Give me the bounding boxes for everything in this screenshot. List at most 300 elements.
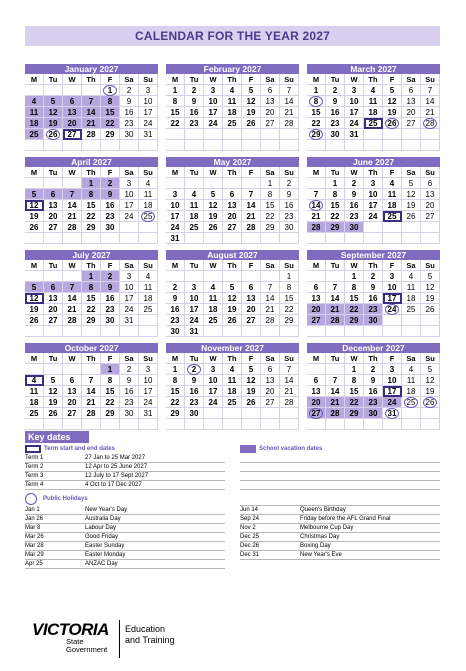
day-cell: 14 [82,386,101,397]
key-row: Term 1 27 Jan to 25 Mar 2027 [25,454,225,463]
day-cell: 15 [345,293,364,304]
day-cell: 26 [402,211,421,222]
day-cell: 27 [421,211,440,222]
day-cell: 19 [44,397,63,408]
weekday-label: Th [364,167,383,178]
day-cell: 8 [307,96,326,107]
key-row: Nov 2 Melbourne Cup Day [240,524,440,533]
empty-cell [223,140,242,151]
empty-cell [280,233,299,244]
day-cell: 17 [345,107,364,118]
empty-cell [185,271,204,282]
day-cell: 12 [44,386,63,397]
day-cell: 18 [223,386,242,397]
empty-cell [166,178,185,189]
weekday-label: Tu [185,353,204,364]
day-cell: 19 [421,293,440,304]
month-title: July 2027 [25,250,158,260]
day-cell: 29 [345,315,364,326]
empty-cell [25,178,44,189]
weekday-label: W [63,260,82,271]
empty-cell [345,419,364,430]
weekday-label: M [307,260,326,271]
day-cell: 13 [44,200,63,211]
key-row: Mar 29 Easter Monday [25,551,225,560]
term-swatch-icon [25,445,41,453]
day-cell: 24 [139,397,158,408]
weekday-label: Su [421,260,440,271]
weekday-label: M [166,353,185,364]
day-cell: 28 [82,129,101,140]
school-legend: School vacation dates [240,443,440,454]
weekday-label: Tu [44,167,63,178]
day-cell: 12 [242,96,261,107]
weekday-label: Sa [402,74,421,85]
day-cell: 17 [120,200,139,211]
day-cell: 8 [101,96,120,107]
weekday-label: M [25,74,44,85]
weekday-label: Tu [185,260,204,271]
day-cell: 30 [166,326,185,337]
day-cell: 6 [63,96,82,107]
day-cell: 11 [139,189,158,200]
day-cell: 5 [25,282,44,293]
day-cell: 5 [242,364,261,375]
day-cell: 16 [326,107,345,118]
day-cell: 6 [261,364,280,375]
empty-cell [364,140,383,151]
day-cell: 27 [44,222,63,233]
key-row: Term 3 12 July to 17 Sept 2027 [25,472,225,481]
day-cell: 27 [63,408,82,419]
day-cell: 28 [63,222,82,233]
holidays-left [25,506,225,569]
day-cell: 5 [44,375,63,386]
day-cell: 25 [223,397,242,408]
day-cell: 29 [261,222,280,233]
terms-column [25,443,225,490]
empty-cell [326,419,345,430]
empty-cell [402,222,421,233]
empty-cell [82,233,101,244]
empty-cell [25,85,44,96]
key-row: Dec 31 New Year's Eve [240,551,440,560]
day-cell: 26 [383,118,402,129]
empty-cell [383,326,402,337]
day-cell: 3 [204,85,223,96]
empty-cell [242,408,261,419]
day-cell: 23 [326,118,345,129]
empty-cell [44,140,63,151]
day-cell: 8 [166,375,185,386]
day-cell: 16 [101,200,120,211]
empty-cell [242,419,261,430]
day-cell: 23 [185,397,204,408]
day-cell: 8 [280,282,299,293]
day-cell: 26 [223,315,242,326]
day-cell: 21 [280,107,299,118]
day-cell: 14 [326,293,345,304]
weekday-label: Th [223,353,242,364]
logo [32,618,232,664]
day-cell: 19 [242,386,261,397]
day-cell: 11 [25,107,44,118]
day-cell: 1 [101,364,120,375]
empty-cell [204,271,223,282]
empty-cell [280,140,299,151]
empty-cell [280,419,299,430]
day-cell: 28 [326,408,345,419]
key-row: Term 2 12 Apr to 25 June 2027 [25,463,225,472]
empty-cell [63,271,82,282]
day-cell: 7 [280,85,299,96]
empty-cell [326,140,345,151]
weekday-label: W [204,167,223,178]
month-7 [166,250,299,337]
day-cell: 4 [25,375,44,386]
day-cell: 6 [261,85,280,96]
day-cell: 26 [44,129,63,140]
empty-cell [204,178,223,189]
day-cell: 13 [307,386,326,397]
day-cell: 22 [166,397,185,408]
empty-cell [25,233,44,244]
empty-cell [223,271,242,282]
empty-cell [166,129,185,140]
page-title: CALENDAR FOR THE YEAR 2027 [25,26,440,46]
day-cell: 13 [261,375,280,386]
empty-cell [402,233,421,244]
key-row: Jan 1 New Year's Day [25,506,225,515]
day-cell: 8 [345,282,364,293]
day-cell: 17 [364,200,383,211]
day-cell: 9 [326,96,345,107]
weekday-label: M [307,353,326,364]
empty-cell [63,85,82,96]
day-cell: 8 [345,375,364,386]
empty-cell [261,408,280,419]
day-cell: 25 [25,408,44,419]
empty-cell [44,271,63,282]
day-cell: 21 [421,107,440,118]
weekday-label: Su [139,260,158,271]
empty-cell [421,408,440,419]
day-cell: 15 [261,200,280,211]
day-cell: 28 [280,397,299,408]
day-cell: 13 [223,200,242,211]
weekday-label: M [25,167,44,178]
day-cell: 14 [326,386,345,397]
day-cell: 19 [402,200,421,211]
day-cell: 27 [242,315,261,326]
weekday-label: M [25,353,44,364]
empty-cell [261,326,280,337]
day-cell: 28 [421,118,440,129]
weekday-label: Sa [120,74,139,85]
day-cell: 5 [44,96,63,107]
weekday-label: W [63,167,82,178]
empty-cell [402,140,421,151]
empty-cell [421,419,440,430]
day-cell: 4 [25,96,44,107]
day-cell: 27 [44,315,63,326]
day-cell: 9 [345,189,364,200]
weekday-label: Tu [185,74,204,85]
day-cell: 22 [261,211,280,222]
terms-list [25,454,225,490]
day-cell: 18 [204,304,223,315]
day-cell: 18 [139,200,158,211]
weekday-label: Sa [261,167,280,178]
empty-cell [242,129,261,140]
day-cell: 2 [120,85,139,96]
day-cell: 19 [25,304,44,315]
weekday-label: W [204,74,223,85]
day-cell: 31 [185,326,204,337]
empty-cell [204,233,223,244]
school-column [240,443,440,490]
empty-cell [166,271,185,282]
empty-cell [223,233,242,244]
day-cell: 4 [223,85,242,96]
weekday-label: Tu [44,353,63,364]
weekday-label: Sa [120,353,139,364]
empty-cell [307,419,326,430]
day-cell: 6 [307,375,326,386]
day-cell: 2 [166,282,185,293]
day-cell: 20 [307,397,326,408]
day-cell: 12 [44,107,63,118]
empty-cell [383,222,402,233]
month-title: May 2027 [166,157,299,167]
weekday-label: Su [280,260,299,271]
month-2 [307,64,440,151]
day-cell: 25 [204,315,223,326]
day-cell: 21 [261,304,280,315]
weekday-label: Th [82,74,101,85]
day-cell: 20 [307,304,326,315]
day-cell: 3 [120,178,139,189]
day-cell: 1 [101,85,120,96]
day-cell: 3 [185,282,204,293]
weekday-label: Su [280,167,299,178]
day-cell: 24 [383,397,402,408]
day-cell: 7 [261,282,280,293]
day-cell: 21 [326,304,345,315]
day-cell: 12 [383,96,402,107]
weekday-label: F [383,353,402,364]
empty-cell [44,178,63,189]
victoria-logo: VICTORIA [32,620,109,639]
day-cell: 2 [326,85,345,96]
holidays-right [240,506,440,560]
key-row: Mar 28 Easter Sunday [25,542,225,551]
weekday-label: W [345,167,364,178]
weekday-label: W [204,353,223,364]
day-cell: 28 [63,315,82,326]
day-cell: 3 [364,178,383,189]
day-cell: 5 [421,364,440,375]
empty-cell [307,271,326,282]
day-cell: 4 [185,189,204,200]
weekday-label: F [383,167,402,178]
day-cell: 22 [82,211,101,222]
day-cell: 18 [185,211,204,222]
day-cell: 10 [364,189,383,200]
day-cell: 21 [63,304,82,315]
day-cell: 21 [307,211,326,222]
empty-cell [25,271,44,282]
weekday-label: Th [364,353,383,364]
month-title: January 2027 [25,64,158,74]
day-cell: 11 [25,386,44,397]
day-cell: 2 [364,271,383,282]
day-cell: 27 [63,129,82,140]
day-cell: 18 [364,107,383,118]
day-cell: 30 [280,222,299,233]
empty-cell [383,419,402,430]
day-cell: 4 [364,85,383,96]
day-cell: 31 [345,129,364,140]
day-cell: 2 [364,364,383,375]
day-cell: 5 [402,178,421,189]
empty-cell [139,222,158,233]
weekday-label: Th [82,260,101,271]
empty-cell [63,326,82,337]
empty-cell [261,419,280,430]
day-cell: 8 [82,189,101,200]
day-cell: 30 [101,222,120,233]
day-cell: 15 [101,107,120,118]
day-cell: 14 [280,96,299,107]
month-title: August 2027 [166,250,299,260]
empty-cell [82,419,101,430]
day-cell: 29 [280,315,299,326]
weekday-label: Su [139,167,158,178]
day-cell: 20 [63,118,82,129]
day-cell: 15 [82,293,101,304]
day-cell: 15 [345,386,364,397]
month-5 [307,157,440,244]
day-cell: 23 [345,211,364,222]
empty-cell [63,419,82,430]
key-row: Mar 8 Labour Day [25,524,225,533]
empty-cell [307,326,326,337]
weekday-label: W [63,74,82,85]
day-cell: 26 [421,304,440,315]
weekday-label: F [101,167,120,178]
empty-cell [242,326,261,337]
day-cell: 16 [345,200,364,211]
day-cell: 16 [120,386,139,397]
day-cell: 9 [185,375,204,386]
empty-cell [82,326,101,337]
empty-cell [223,178,242,189]
day-cell: 11 [185,200,204,211]
day-cell: 10 [383,375,402,386]
day-cell: 23 [120,118,139,129]
empty-cell [25,326,44,337]
empty-cell [280,326,299,337]
empty-cell [139,233,158,244]
day-cell: 22 [82,304,101,315]
empty-cell [25,364,44,375]
weekday-label: Sa [402,353,421,364]
day-cell: 18 [139,293,158,304]
key-row: Mar 26 Good Friday [25,533,225,542]
day-cell: 22 [101,397,120,408]
empty-cell [139,326,158,337]
weekday-label: F [383,74,402,85]
day-cell: 18 [25,118,44,129]
day-cell: 3 [383,271,402,282]
empty-cell [383,140,402,151]
day-cell: 20 [242,304,261,315]
day-cell: 16 [364,293,383,304]
month-title: November 2027 [166,343,299,353]
day-cell: 16 [101,293,120,304]
day-cell: 22 [280,304,299,315]
day-cell: 5 [223,282,242,293]
weekday-label: F [101,260,120,271]
weekday-label: Tu [326,74,345,85]
day-cell: 24 [345,118,364,129]
empty-cell [280,408,299,419]
day-cell: 15 [166,107,185,118]
month-1 [166,64,299,151]
day-cell: 2 [101,271,120,282]
empty-cell [63,364,82,375]
day-cell: 19 [383,107,402,118]
day-cell: 28 [280,118,299,129]
weekday-label: Sa [261,74,280,85]
day-cell: 15 [280,293,299,304]
weekday-label: Su [421,167,440,178]
day-cell: 11 [383,189,402,200]
empty-cell [421,222,440,233]
day-cell: 10 [204,96,223,107]
day-cell: 17 [166,211,185,222]
day-cell: 18 [223,107,242,118]
weekday-label: Tu [326,167,345,178]
weekday-label: Th [82,353,101,364]
day-cell: 9 [364,282,383,293]
day-cell: 30 [120,408,139,419]
day-cell: 4 [402,271,421,282]
empty-cell [25,419,44,430]
day-cell: 13 [44,293,63,304]
empty-cell [166,140,185,151]
day-cell: 1 [82,271,101,282]
empty-cell [307,140,326,151]
day-cell: 12 [25,200,44,211]
day-cell: 29 [345,408,364,419]
month-title: April 2027 [25,157,158,167]
empty-cell [204,326,223,337]
empty-cell [307,364,326,375]
weekday-label: Sa [261,260,280,271]
day-cell: 5 [204,189,223,200]
empty-cell [101,233,120,244]
month-6 [25,250,158,337]
empty-cell [326,364,345,375]
weekday-label: F [101,353,120,364]
weekday-label: Su [421,353,440,364]
day-cell: 15 [326,200,345,211]
day-cell: 1 [307,85,326,96]
month-3 [25,157,158,244]
empty-cell [383,315,402,326]
